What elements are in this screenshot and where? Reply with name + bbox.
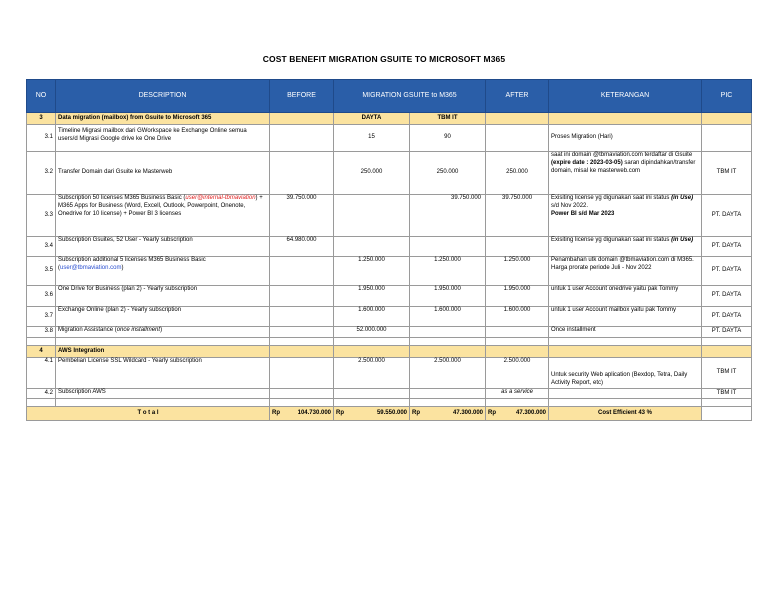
row-description: Pembelian License SSL Wildcard - Yearly subscription <box>56 358 270 389</box>
total-keterangan: Cost Efficient 43 % <box>549 407 702 421</box>
row-pic: PT. DAYTA <box>702 237 752 257</box>
row-dayta: 1.950.000 <box>334 286 410 307</box>
section-label: AWS Integration <box>56 346 270 358</box>
section-row <box>27 346 752 358</box>
row-pic: PT. DAYTA <box>702 257 752 286</box>
row-no: 3.5 <box>27 257 56 286</box>
section-no: 3 <box>27 113 56 125</box>
row-no: 4.2 <box>27 389 56 399</box>
table-row <box>27 389 752 399</box>
row-dayta: 2.500.000 <box>334 358 410 389</box>
row-keterangan: Penambahan utk domain @tbmaviation.com di M365. Harga prorate periode Juli - Nov 2022 <box>549 257 702 286</box>
row-description: Migration Assistance (once installment) <box>56 327 270 338</box>
header-no: NO <box>27 80 56 113</box>
row-description: Subscription AWS <box>56 389 270 399</box>
cost-benefit-table <box>26 79 752 421</box>
header-before: BEFORE <box>270 80 334 113</box>
row-after: 1.950.000 <box>486 286 549 307</box>
total-row <box>27 407 752 421</box>
header-description: DESCRIPTION <box>56 80 270 113</box>
header-after: AFTER <box>486 80 549 113</box>
row-description: Subscription 50 licenses M365 Business Basic (user@internal-tbmaviation) + M365 Apps for Business (Word, Excell, Outlook, Powerpoint, Onenote, Onedrive for 10 license) + Power BI 3 licenses <box>56 195 270 237</box>
table-row <box>27 257 752 286</box>
row-dayta: 52.000.000 <box>334 327 410 338</box>
row-no: 3.4 <box>27 237 56 257</box>
total-dayta: Rp 59.550.000 <box>334 407 410 421</box>
table-row <box>27 125 752 152</box>
total-label: T o t a l <box>27 407 270 421</box>
row-pic: TBM IT <box>702 152 752 195</box>
row-pic: TBM IT <box>702 358 752 389</box>
table-row <box>27 358 752 389</box>
section-label: Data migration (mailbox) from Gsuite to Microsoft 365 <box>56 113 270 125</box>
row-description: One Drive for Business (plan 2) - Yearly subscription <box>56 286 270 307</box>
spacer-row <box>27 399 752 407</box>
row-no: 3.8 <box>27 327 56 338</box>
row-before: 39.750.000 <box>270 195 334 237</box>
row-keterangan: Exisiting license yg digunakan saat ini status (in Use) <box>549 237 702 257</box>
row-description: Transfer Domain dari Gsuite ke Masterweb <box>56 152 270 195</box>
row-no: 3.6 <box>27 286 56 307</box>
row-no: 4.1 <box>27 358 56 389</box>
row-after: 39.750.000 <box>486 195 549 237</box>
row-no: 3.7 <box>27 307 56 327</box>
row-description: Subscription Gsuites, 52 User - Yearly subscription <box>56 237 270 257</box>
header-keterangan: KETERANGAN <box>549 80 702 113</box>
table-row <box>27 327 752 338</box>
spacer-row <box>27 338 752 346</box>
row-keterangan: untuk 1 user Account mailbox yaitu pak Tommy <box>549 307 702 327</box>
row-after: as a service <box>486 389 549 399</box>
row-after: 2.500.000 <box>486 358 549 389</box>
row-keterangan: Proses Migration (Hari) <box>549 125 702 152</box>
total-after: Rp 47.300.000 <box>486 407 549 421</box>
row-tbm: 1.600.000 <box>410 307 486 327</box>
row-tbm: 39.750.000 <box>410 195 486 237</box>
row-keterangan: untuk 1 user Account onedrive yaitu pak Tommy <box>549 286 702 307</box>
row-no: 3.1 <box>27 125 56 152</box>
row-tbm: 90 <box>410 125 486 152</box>
section-no: 4 <box>27 346 56 358</box>
col-dayta: DAYTA <box>334 113 410 125</box>
row-tbm: 250.000 <box>410 152 486 195</box>
table-row <box>27 237 752 257</box>
row-tbm: 1.950.000 <box>410 286 486 307</box>
col-tbm-it: TBM IT <box>410 113 486 125</box>
row-dayta: 1.250.000 <box>334 257 410 286</box>
row-dayta: 1.600.000 <box>334 307 410 327</box>
row-dayta: 15 <box>334 125 410 152</box>
row-keterangan: Untuk security Web aplication (Bexdop, Tetra, Daily Activity Report, etc) <box>549 358 702 389</box>
row-description: Timeline Migrasi mailbox dari GWorkspace ke Exchange Online semua users/d Migrasi Google drive ke One Drive <box>56 125 270 152</box>
row-tbm: 2.500.000 <box>410 358 486 389</box>
page-title: COST BENEFIT MIGRATION GSUITE TO MICROSOFT M365 <box>262 54 506 64</box>
total-tbm: Rp 47.300.000 <box>410 407 486 421</box>
total-before: Rp 104.730.000 <box>270 407 334 421</box>
header-migration: MIGRATION GSUITE to M365 <box>334 80 486 113</box>
row-no: 3.2 <box>27 152 56 195</box>
row-pic: TBM IT <box>702 389 752 399</box>
table-row <box>27 152 752 195</box>
row-description: Subscription additional 5 licenses M365 Business Basic (user@tbmaviation.com) <box>56 257 270 286</box>
row-tbm: 1.250.000 <box>410 257 486 286</box>
row-after: 1.600.000 <box>486 307 549 327</box>
row-description: Exchange Online (plan 2) - Yearly subscription <box>56 307 270 327</box>
row-after: 250.000 <box>486 152 549 195</box>
table-row <box>27 195 752 237</box>
row-before: 64.980.000 <box>270 237 334 257</box>
row-pic: PT. DAYTA <box>702 307 752 327</box>
table-row <box>27 307 752 327</box>
row-pic: PT. DAYTA <box>702 286 752 307</box>
row-no: 3.3 <box>27 195 56 237</box>
section-row <box>27 113 752 125</box>
row-after: 1.250.000 <box>486 257 549 286</box>
row-keterangan: Once installment <box>549 327 702 338</box>
row-keterangan: Exisiting license yg digunakan saat ini status (in Use) s/d Nov 2022. Power BI s/d Mar 2023 <box>549 195 702 237</box>
header-row <box>27 80 752 113</box>
row-dayta: 250.000 <box>334 152 410 195</box>
row-pic: PT. DAYTA <box>702 327 752 338</box>
row-keterangan: saat ini domain @tbmaviation.com terdaftar di Gsuite (expire date : 2023-03-05) saran dipindahkan/transfer domain, misal ke masterweb.com <box>549 152 702 195</box>
header-pic: PIC <box>702 80 752 113</box>
table-row <box>27 286 752 307</box>
row-pic: PT. DAYTA <box>702 195 752 237</box>
